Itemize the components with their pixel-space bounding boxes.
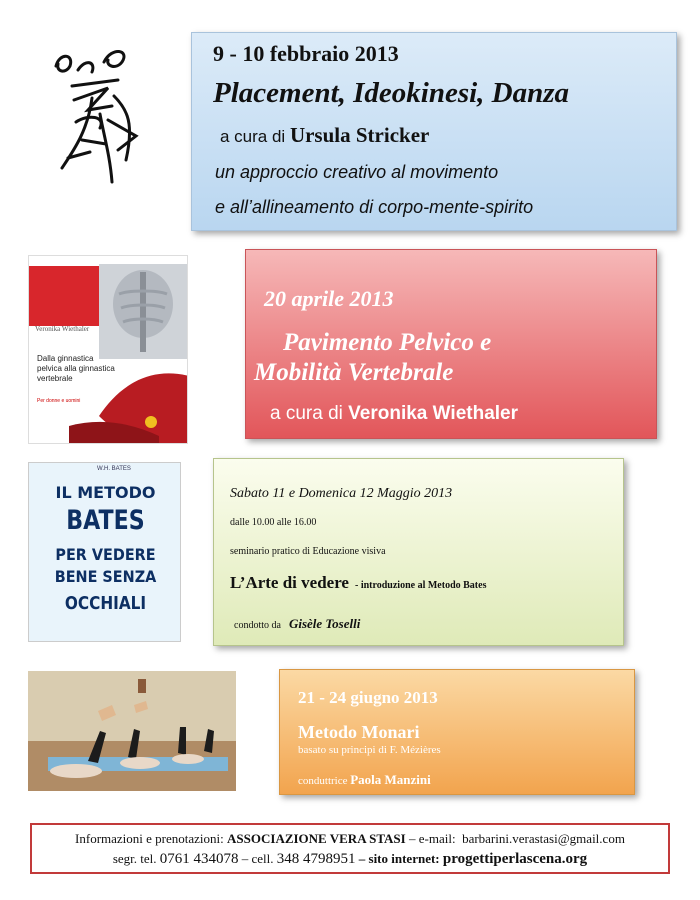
event-title-line2: Mobilità Vertebrale [254, 359, 454, 386]
curator-prefix: a cura di [220, 127, 286, 146]
event-curator [220, 123, 429, 148]
book-publisher: W.H. BATES [97, 466, 131, 472]
cover-red-band [29, 266, 99, 326]
book-title: Dalla ginnastica pelvica alla ginnastica vertebrale [37, 354, 115, 383]
event-leader [298, 772, 431, 788]
curator-name: Veronika Wiethaler [348, 403, 518, 424]
cell-label: – cell. [241, 851, 274, 866]
book-cover-pelvic [28, 255, 188, 444]
site-label: – sito internet: [358, 851, 440, 866]
event-card-monari [279, 669, 635, 795]
class-photo [28, 671, 236, 791]
phone-label: segr. tel. [112, 851, 157, 866]
dancer-logo [48, 40, 143, 190]
book-cover-bates [28, 462, 181, 642]
event-date: 9 - 10 febbraio 2013 [213, 41, 399, 66]
event-hours: dalle 10.00 alle 16.00 [230, 517, 317, 528]
footer-line1 [32, 831, 668, 847]
event-title-line1: Pavimento Pelvico e [283, 329, 492, 356]
event-date: Sabato 11 e Domenica 12 Maggio 2013 [230, 486, 453, 501]
email-link[interactable]: barbarini.verastasi@gmail.com [462, 831, 625, 846]
event-card-placement [191, 32, 677, 231]
event-title-sub: - introduzione al Metodo Bates [354, 580, 487, 591]
curator-prefix: a cura di [270, 403, 343, 424]
event-title: Placement, Ideokinesi, Danza [213, 77, 570, 109]
event-leader [234, 616, 360, 632]
book-author: Veronika Wiethaler [35, 325, 90, 333]
spine-skeleton-icon [99, 264, 188, 359]
event-seminar-type: seminario pratico di Educazione visiva [230, 546, 386, 557]
contact-footer [30, 823, 670, 874]
leader-prefix: conduttrice [298, 775, 348, 787]
event-description-line2: e all’allineamento di corpo-mente-spirito [215, 197, 534, 217]
event-description-line1: un approccio creativo al movimento [215, 162, 499, 182]
leader-prefix: condotto da [234, 620, 281, 631]
event-title: Metodo Monari [298, 722, 420, 742]
phone-number: 0761 434078 [159, 851, 239, 867]
event-date: 21 - 24 giugno 2013 [298, 688, 438, 707]
cover-line4: BENE SENZA [54, 567, 157, 586]
book-subtitle: Per donne e uomini [37, 398, 81, 404]
event-card-pelvic [245, 249, 657, 439]
leader-name: Paola Manzini [350, 772, 431, 787]
event-card-bates [213, 458, 624, 646]
exercise-class-photo [28, 671, 236, 791]
cover-line1: IL METODO [55, 483, 156, 502]
email-label: – e-mail: [408, 831, 456, 846]
event-date: 20 aprile 2013 [264, 286, 394, 311]
leader-name: Gisèle Toselli [288, 616, 361, 631]
red-figure-photo [69, 356, 188, 444]
footer-line2 [32, 851, 668, 868]
website-link[interactable]: progettiperlascena.org [442, 851, 588, 867]
event-title-main: L’Arte di vedere [230, 573, 349, 592]
cover-line2: BATES [66, 505, 145, 536]
cell-number: 348 4798951 [276, 851, 356, 867]
event-subtitle: basato su principi di F. Mézières [298, 744, 441, 756]
curator-name: Ursula Stricker [289, 123, 430, 147]
info-label: Informazioni e prenotazioni: [75, 831, 224, 846]
event-title [230, 573, 486, 593]
cover-line5: OCCHIALI [64, 593, 147, 614]
cover-line3: PER VEDERE [55, 545, 156, 564]
association-name: ASSOCIAZIONE VERA STASI [227, 831, 406, 846]
event-curator [270, 403, 518, 425]
dancer-drawing-icon [48, 40, 143, 190]
